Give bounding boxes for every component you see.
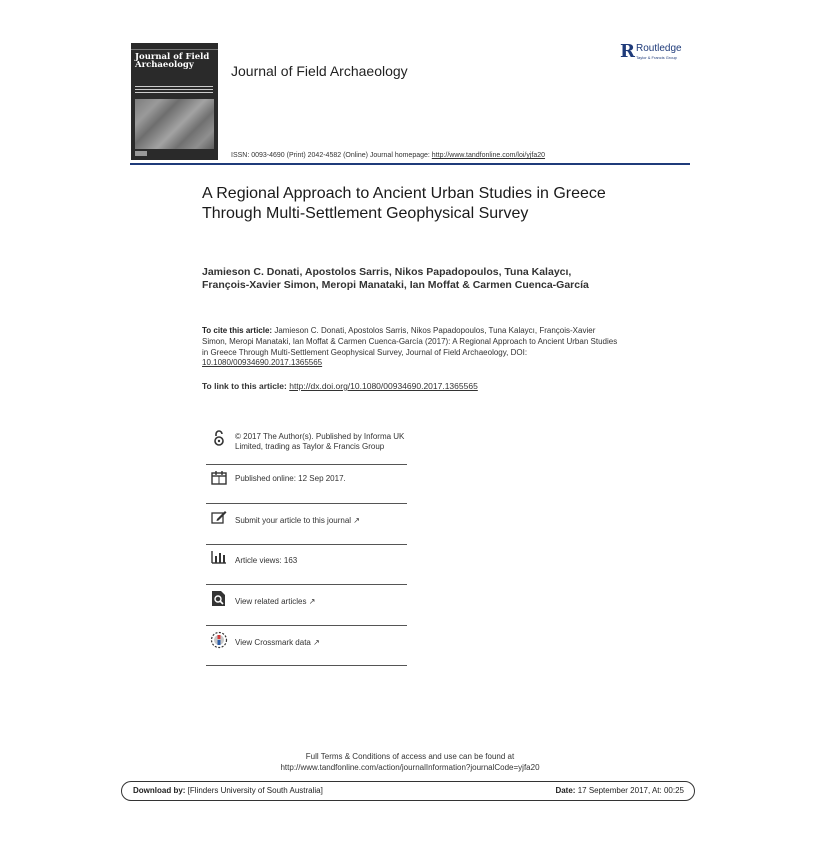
article-url-link[interactable]: http://dx.doi.org/10.1080/00934690.2017.1365565 (289, 381, 478, 391)
terms-line-1: Full Terms & Conditions of access and use can be found at (305, 752, 515, 761)
crossmark-icon (210, 631, 228, 647)
journal-cover-image (131, 43, 218, 160)
calendar-icon (210, 471, 228, 487)
article-views-row (206, 550, 407, 584)
bar-chart-icon (210, 550, 228, 566)
article-authors: Jamieson C. Donati, Apostolos Sarris, Nikos Papadopoulos, Tuna Kalaycı, François-Xavier Simon, Meropi Manataki, Ian Moffat & Carmen Cuenca-García (202, 266, 589, 291)
cover-publisher-logo (135, 151, 147, 156)
terms-notice (200, 751, 620, 773)
submit-article-row[interactable] (206, 510, 407, 544)
routledge-r-icon: R (620, 41, 635, 62)
external-link-icon: ↗ (313, 638, 320, 647)
edit-icon (210, 510, 228, 526)
doi-link[interactable]: 10.1080/00934690.2017.1365565 (202, 358, 323, 368)
issn-line (231, 152, 545, 159)
header-divider (130, 163, 690, 165)
journal-homepage-link[interactable]: http://www.tandfonline.com/loi/yjfa20 (431, 152, 546, 159)
crossmark-link[interactable]: View Crossmark data ↗ (235, 638, 320, 647)
cite-text: Jamieson C. Donati, Apostolos Sarris, Nikos Papadopoulos, Tuna Kalaycı, François-Xavier Simon, Meropi Manataki, Ian Moffat & Carmen Cuenca-García (2017): A Regional Approach to Ancient Urban Studies in Greece Through Multi-Settlement Geophysical Survey, Journal of Field Archaeology, DOI: (202, 326, 618, 357)
article-title: A Regional Approach to Ancient Urban Studies in Greece Through Multi-Settlement Geophysical Survey (202, 185, 606, 222)
external-link-icon: ↗ (308, 597, 316, 606)
journal-title: Journal of Field Archaeology (231, 63, 408, 79)
external-link-icon: ↗ (353, 516, 360, 525)
publisher-name: Routledge (636, 43, 682, 54)
download-info-bar (121, 781, 695, 801)
downloaded-by: Download by: [Flinders University of South Australia] (133, 786, 323, 795)
cover-photo (135, 99, 214, 149)
citation-block (202, 326, 622, 369)
search-document-icon (210, 590, 228, 606)
cover-subtitle-lines (135, 86, 213, 96)
publisher-tagline: Taylor & Francis Group (636, 55, 677, 60)
article-link-line (202, 381, 478, 391)
link-label: To link to this article: (202, 381, 290, 391)
open-access-icon (210, 430, 228, 446)
cover-title: Journal of Field Archaeology (135, 52, 210, 70)
article-views-text: Article views: 163 (235, 556, 298, 565)
cite-label: To cite this article: (202, 326, 273, 335)
submit-article-link[interactable]: Submit your article to this journal ↗ (235, 516, 360, 525)
crossmark-row[interactable] (206, 631, 407, 666)
routledge-logo (620, 42, 690, 62)
open-access-text: © 2017 The Author(s). Published by Informa UK Limited, trading as Taylor & Francis Group (235, 432, 405, 451)
related-articles-link[interactable]: View related articles ↗ (235, 597, 316, 606)
published-online-text: Published online: 12 Sep 2017. (235, 474, 346, 483)
terms-url[interactable]: http://www.tandfonline.com/action/journalInformation?journalCode=yjfa20 (280, 763, 540, 772)
related-articles-row[interactable] (206, 590, 407, 625)
open-access-row (206, 430, 407, 464)
download-date: Date: 17 September 2017, At: 00:25 (555, 786, 684, 795)
issn-text: ISSN: 0093-4690 (Print) 2042-4582 (Online) Journal homepage: (231, 152, 432, 159)
published-online-row (206, 471, 407, 504)
